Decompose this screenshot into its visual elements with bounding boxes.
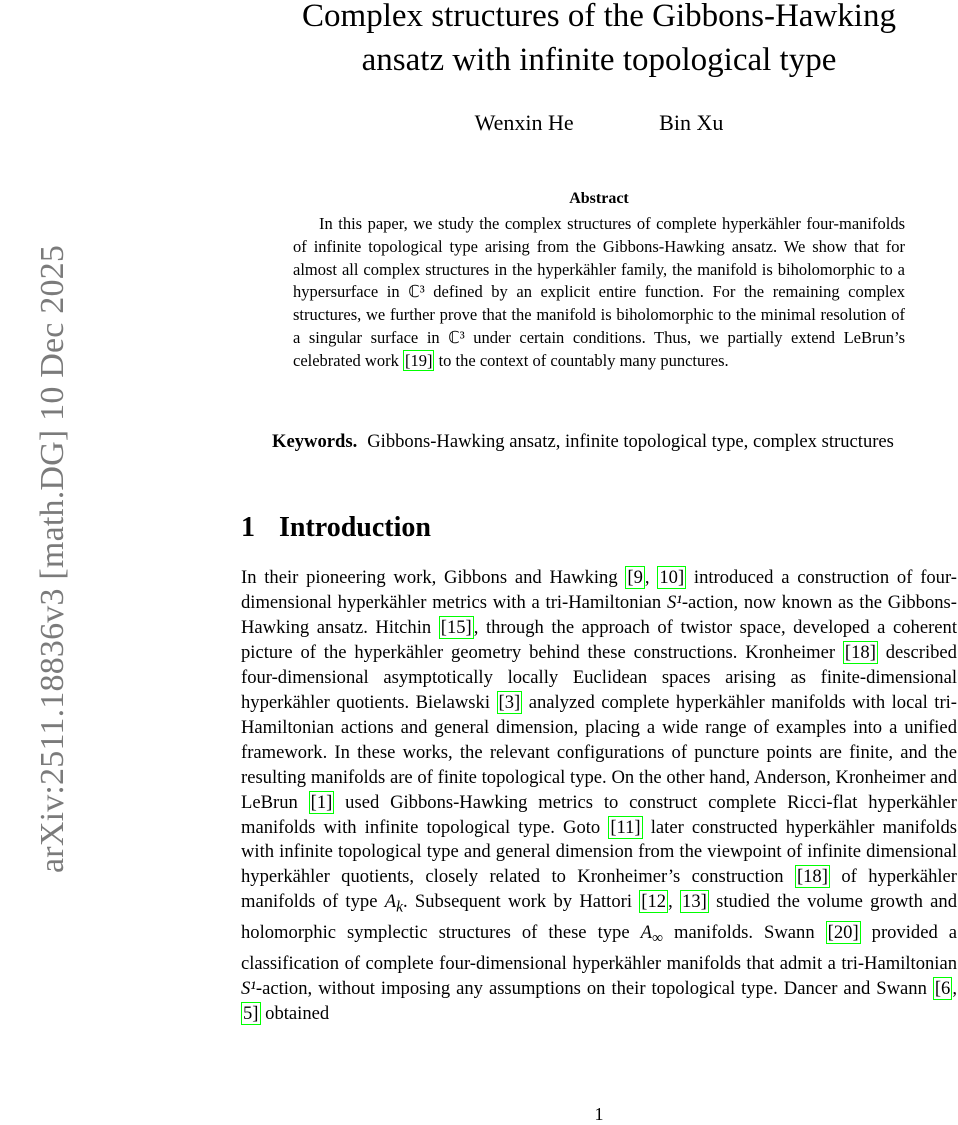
section-number: 1 <box>241 512 255 543</box>
intro-text: . Subsequent work by Hattori <box>402 891 640 913</box>
intro-text: obtained <box>260 1002 330 1024</box>
citation-link[interactable]: [18] <box>844 641 876 663</box>
arxiv-identifier: arXiv:2511.18836v3 [math.DG] 10 Dec 2025 <box>34 244 71 873</box>
title-line-1: Complex structures of the Gibbons-Hawking <box>302 0 896 34</box>
math-s1: S¹ <box>241 977 256 999</box>
intro-text: later constructed hyperkähler manifolds with infinite topological type and general dimension from the viewpoint of infinite dimensional hyperkähler quotients, closely related to Kronheimer’s construction <box>241 816 957 888</box>
paper-title <box>240 0 958 82</box>
citation-link[interactable]: 13] <box>682 891 707 913</box>
citation-link[interactable]: [3] <box>498 691 521 713</box>
citation-link[interactable]: [1] <box>310 791 333 813</box>
intro-text: of hyperkähler manifolds of type <box>241 866 957 913</box>
intro-text: analyzed complete hyperkähler manifolds with local tri-Hamiltonian actions and general dimension, placing a wide range of examples into a unified framework. In these works, the relevant configurations of puncture points are finite, and the resulting manifolds are of finite topological type. On the other hand, Anderson, Kronheimer and LeBrun <box>241 691 957 813</box>
keywords <box>241 430 957 455</box>
introduction-paragraph <box>241 566 957 1027</box>
math-a: A <box>640 922 652 944</box>
intro-text: provided a classification of complete four-dimensional hyperkähler manifolds that admit a tri-Hamiltonian <box>241 922 957 974</box>
keywords-text: Gibbons-Hawking ansatz, infinite topological type, complex structures <box>367 431 894 452</box>
intro-text: , through the approach of twistor space, developed a coherent picture of the hyperkähler geometry behind these constructions. Kronheimer <box>241 616 957 663</box>
citation-link[interactable]: 5] <box>243 1002 259 1024</box>
citation-link[interactable]: 10] <box>659 567 685 588</box>
intro-text: manifolds. Swann <box>663 922 826 944</box>
keywords-label: Keywords. <box>272 431 358 452</box>
author-2: Bin Xu <box>659 110 724 135</box>
abstract-part-1: In this paper, we study the complex structures of complete hyperkähler four-manifolds of infinite topological type arising from the Gibbons-Hawking ansatz. We show that for almost all complex structures in the hyperkähler family, the manifold is biholomorphic to a hypersurface in <box>293 214 905 302</box>
intro-text: -action, now known as the Gibbons-Hawking ansatz. Hitchin <box>241 591 957 638</box>
intro-text: , <box>644 567 658 588</box>
title-line-2: ansatz with infinite topological type <box>361 42 837 78</box>
math-a: A <box>384 891 397 913</box>
intro-text: used Gibbons-Hawking metrics to construct complete Ricci-flat hyperkähler manifolds with infinite topological type. Goto <box>241 791 957 838</box>
math-s1: S¹ <box>666 591 682 613</box>
citation-link[interactable]: [9 <box>627 567 643 588</box>
author-list <box>240 110 958 136</box>
citation-link[interactable]: [20] <box>827 922 859 944</box>
page-number: 1 <box>594 1104 604 1124</box>
intro-text: , <box>952 977 957 999</box>
citation-link[interactable]: [12 <box>641 891 667 913</box>
intro-text: described four-dimensional asymptotically locally Euclidean spaces arising as finite-dimensional hyperkähler quotients. Bielawski <box>241 641 957 713</box>
abstract-part-4: to the context of countably many punctures. <box>434 350 729 370</box>
citation-link[interactable]: [15] <box>440 616 472 638</box>
citation-link[interactable]: [19] <box>404 350 433 370</box>
intro-text: , <box>668 891 681 913</box>
arxiv-sidebar-stamp <box>2 93 71 873</box>
math-c3: ℂ³ <box>448 327 465 347</box>
citation-link[interactable]: [6 <box>934 977 951 999</box>
citation-link[interactable]: [18] <box>796 866 828 888</box>
math-subscript-infinity: ∞ <box>651 929 664 947</box>
section-heading <box>241 512 431 544</box>
intro-text: In their pioneering work, Gibbons and Hawking <box>241 567 626 588</box>
intro-text: introduced a construction of four-dimensional hyperkähler metrics with a tri-Hamiltonian <box>241 567 957 613</box>
intro-text: studied the volume growth and holomorphic symplectic structures of these type <box>241 891 957 944</box>
intro-text: -action, without imposing any assumptions on their topological type. Dancer and Swann <box>255 977 933 999</box>
section-title: Introduction <box>279 512 431 543</box>
abstract-part-3: under certain conditions. Thus, we partially extend LeBrun’s celebrated work <box>293 327 905 370</box>
abstract-heading: Abstract <box>569 190 629 207</box>
abstract-text <box>293 213 905 373</box>
citation-link[interactable]: [11] <box>610 816 641 838</box>
math-c3: ℂ³ <box>408 282 425 302</box>
math-subscript-k: k <box>396 899 403 917</box>
author-1: Wenxin He <box>474 110 574 135</box>
abstract-part-2: defined by an explicit entire function. For the remaining complex structures, we further prove that the manifold is biholomorphic to the minimal resolution of a singular surface in <box>293 282 905 347</box>
